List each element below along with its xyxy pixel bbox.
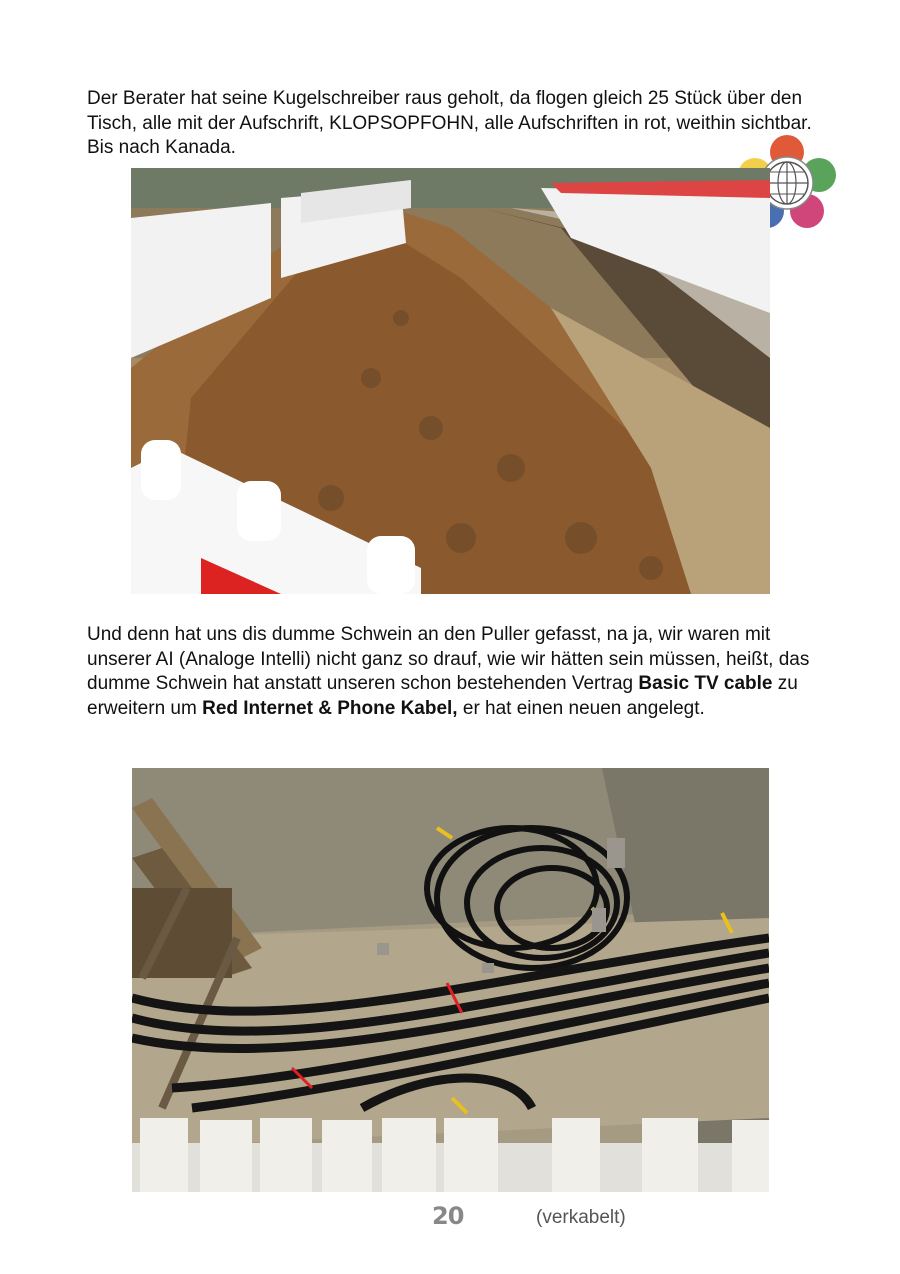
paragraph-2-bold-1: Basic TV cable [638, 673, 773, 694]
page-number: 20 [432, 1202, 464, 1230]
photo-caption: (verkabelt) [536, 1207, 626, 1228]
cable-pit-photo [132, 768, 769, 1192]
paragraph-2 [87, 623, 827, 721]
paragraph-1: Der Berater hat seine Kugelschreiber raus geholt, da flogen gleich 25 Stück über den Tisch, alle mit der Aufschrift, KLOPSOPFOHN, alle Aufschriften in rot, weithin sichtbar. Bis nach Kanada. [87, 88, 812, 158]
paragraph-2-text-2: zu erweitern um [87, 673, 798, 719]
paragraph-2-text-3: er hat einen neuen angelegt. [457, 697, 705, 719]
paragraph-2-text-1: Und denn hat uns dis dumme Schwein an den Puller gefasst, na ja, wir waren mit unserer AI (Analoge Intelli) nicht ganz so drauf, wie wir hätten sein müssen, heißt, das dumme Schwein hat anstatt unseren schon bestehenden Vertrag [87, 624, 810, 694]
trench-soil-photo [131, 168, 770, 594]
paragraph-2-bold-2: Red Internet & Phone Kabel, [202, 697, 458, 719]
